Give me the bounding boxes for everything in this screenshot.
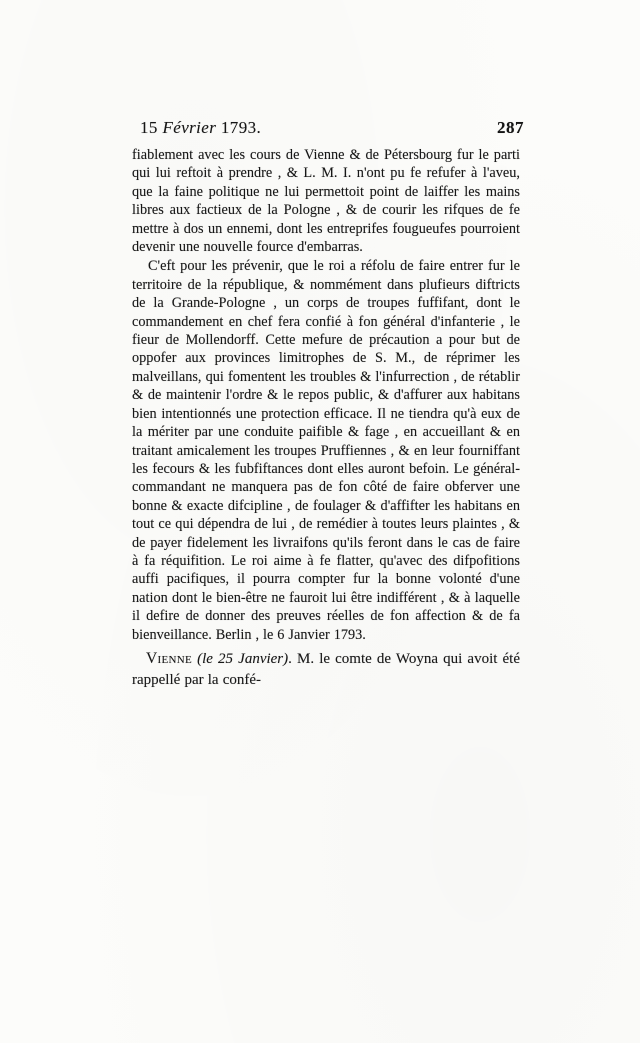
paragraph-continuation: fiablement avec les cours de Vienne & de Pétersbourg fur le parti qui lui reftoit à prendre , & L. M. I. n'ont pu fe refufer à l'aveu, que la faine politique ne lui permettoit point de laiffer les mains libres aux factieux de la Pologne , & de courir les rifques de fe mettre à dos un ennemi, dont les entreprifes fougueufes pourroient devenir une nouvelle fource d'embarras. bbox=[132, 147, 520, 256]
header-month: Février bbox=[162, 118, 217, 137]
page-header bbox=[132, 118, 524, 144]
header-year: 1793. bbox=[220, 118, 262, 137]
page-text-block bbox=[132, 118, 524, 691]
header-day: 15 bbox=[140, 118, 158, 137]
header-date bbox=[140, 118, 261, 138]
dispatch-text: . M. le comte de Woyna qui avoit été rappellé par la confé- bbox=[132, 650, 521, 688]
page-number: 287 bbox=[497, 118, 524, 137]
body-text bbox=[132, 146, 520, 691]
paragraph-main: C'eft pour les prévenir, que le roi a réfolu de faire entrer fur le territoire de la république, & nommément dans plufieurs diftricts de la Grande-Pologne , un corps de troupes fuffifant, dont le commandement en chef fera confié à fon général d'infanterie , le fieur de Mollendorff. Cette mefure de précaution a pour but de oppofer aux provinces limitrophes de S. M., de réprimer les malveillans, qui fomentent les troubles & l'infurrection , de rétablir & de maintenir l'ordre & le repos public, & d'affurer aux habitans bien intentionnés une protection efficace. Il ne tiendra qu'à eux de la mériter par une conduite paifible & fage , en accueillant & en traitant amicalement les troupes Pruffiennes , & en leur fourniffant les fecours & les fubfiftances dont elles auront befoin. Le général-commandant ne manquera pas de fon côté de faire obferver une bonne & exacte difcipline , de foulager & d'affifter les habitans en tout ce qui dépendra de lui , de remédier à toutes leurs plaintes , & de payer fidelement les livraifons qu'ils feront dans le cas de faire à fa réquifition. Le roi aime à fe flatter, qu'avec des difpofitions auffi pacifiques, il pourra compter fur la bonne volonté d'une nation dont le bien-être ne fauroit lui être indifférent , & à laquelle il defire de donner des preuves réelles de fon affection & de fa bienveillance. Berlin , le 6 Janvier 1793. bbox=[132, 258, 520, 643]
dispatch-date: (le 25 Janvier) bbox=[197, 650, 289, 667]
dispatch-city: Vienne bbox=[146, 649, 192, 667]
dispatch-line bbox=[132, 648, 520, 691]
